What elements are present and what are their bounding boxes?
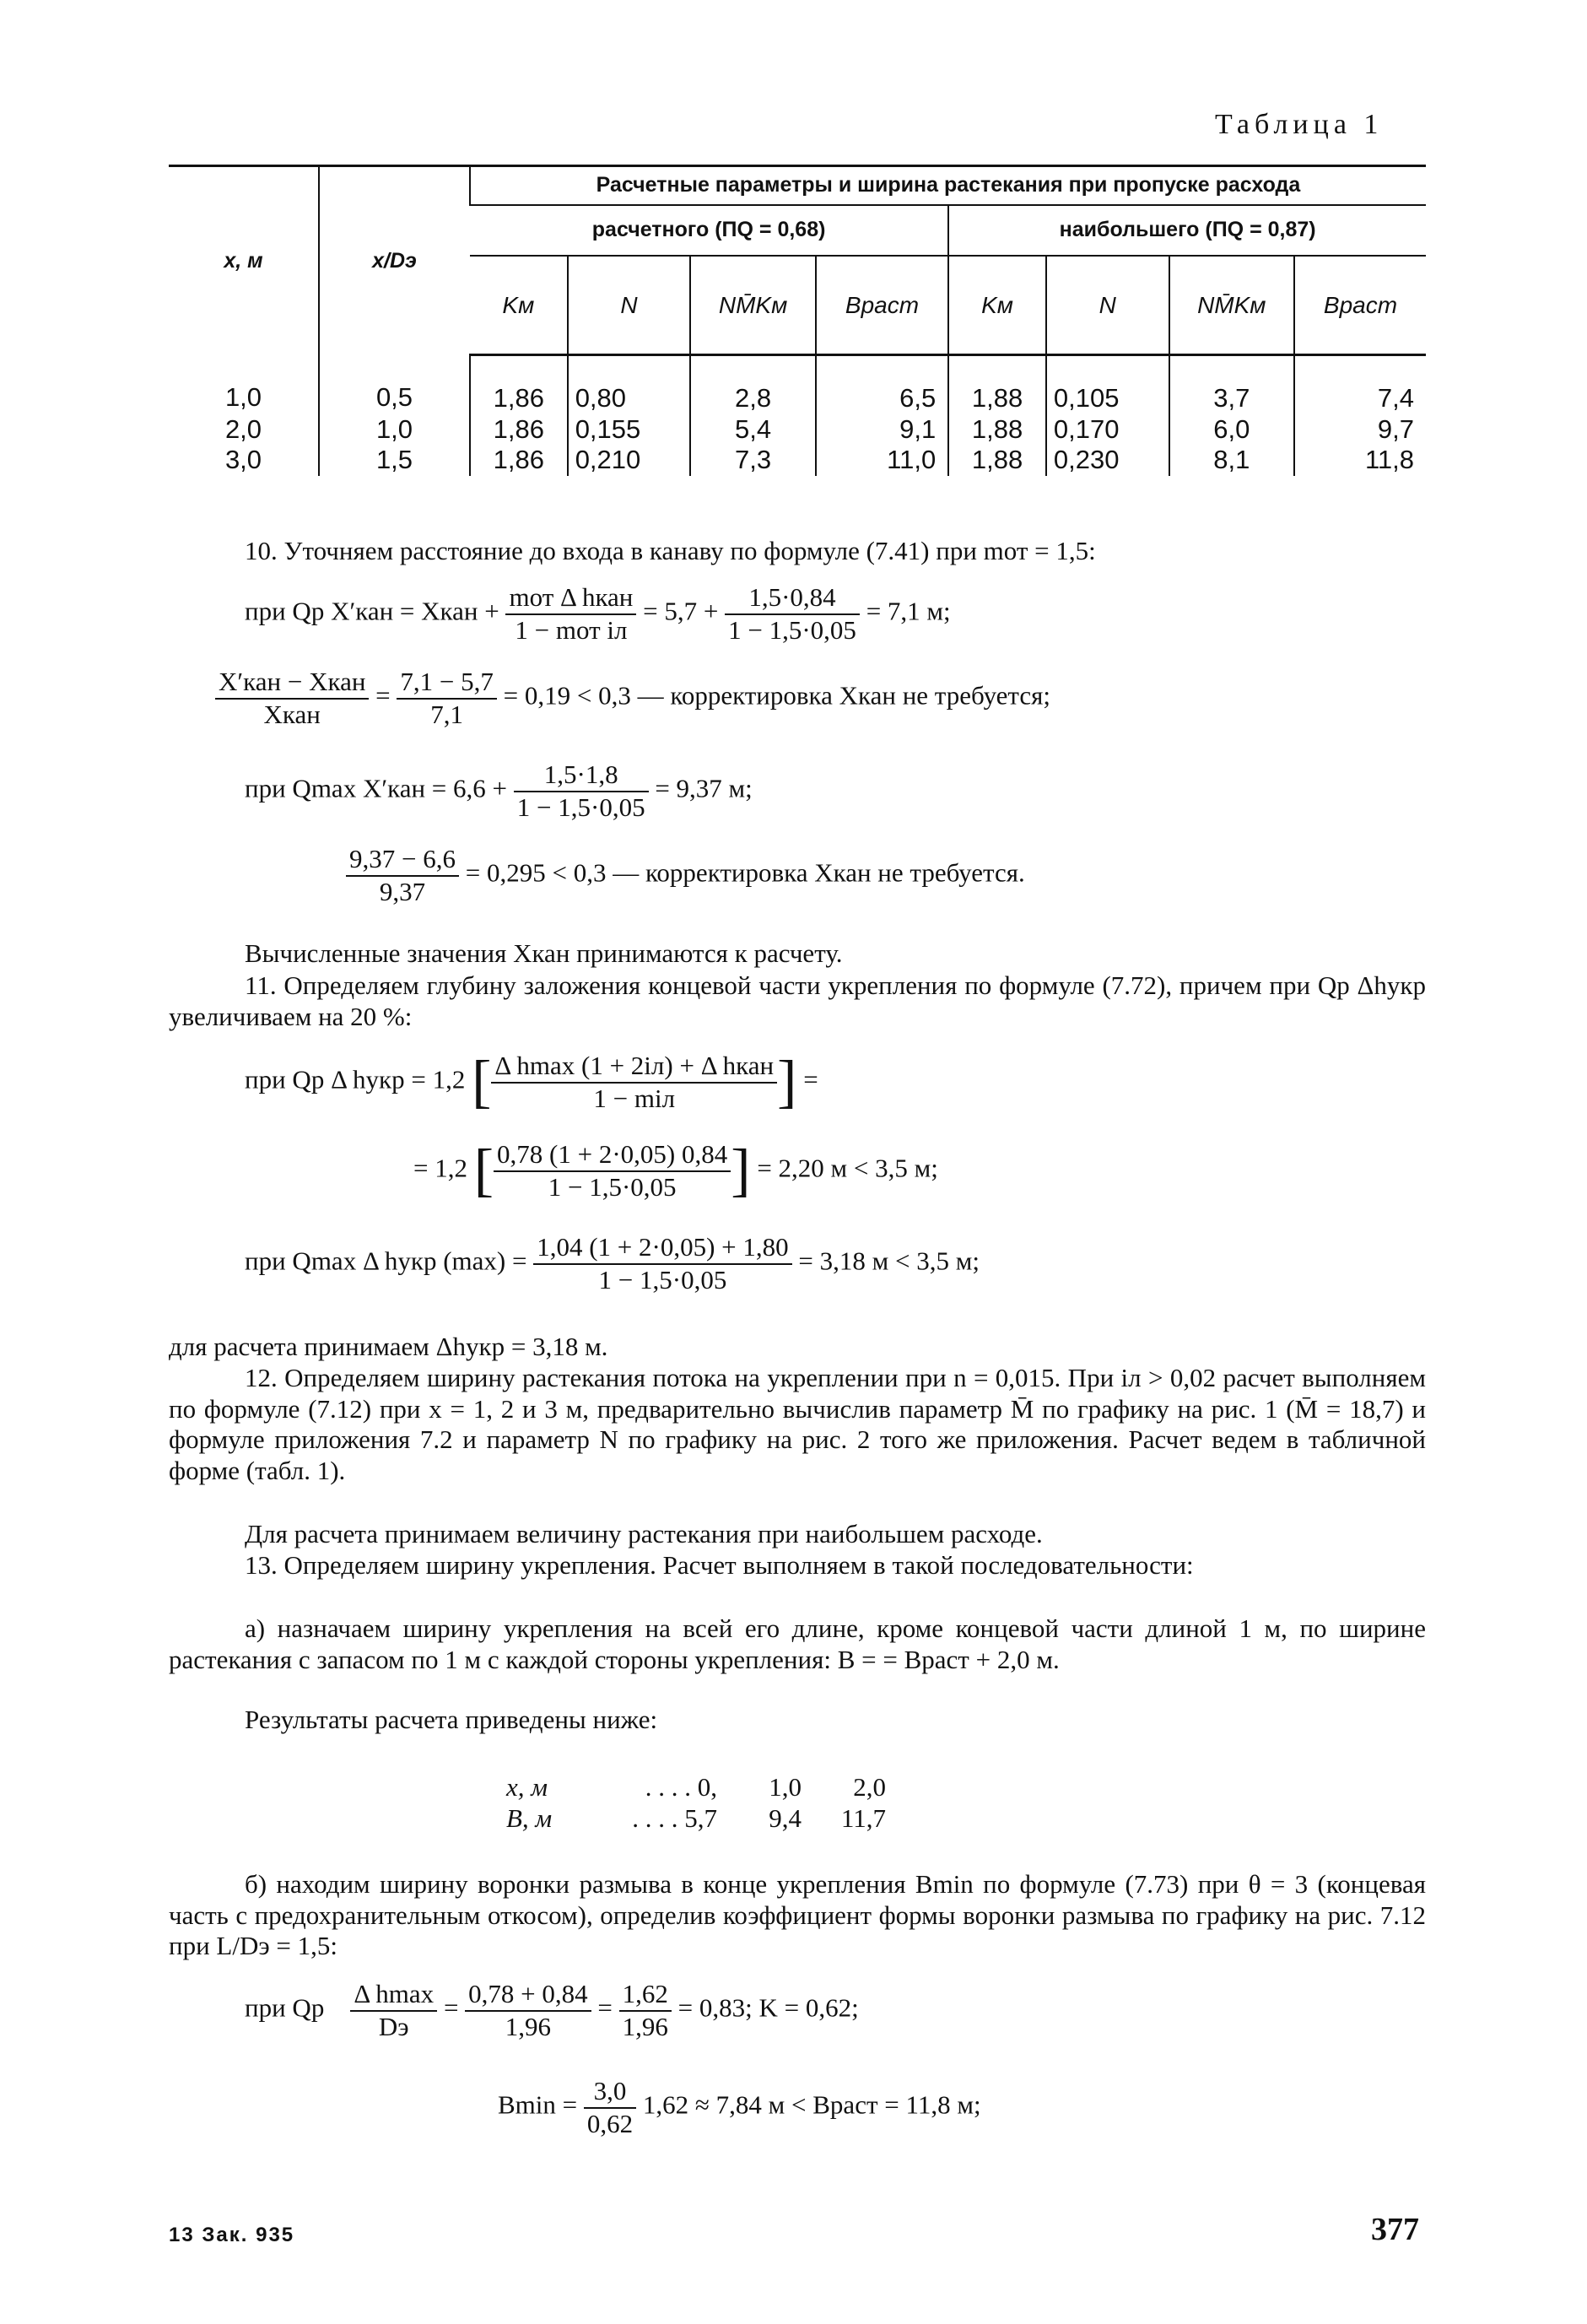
results-value: 2,0 [853,1772,886,1802]
formula-prefix: = 1,2 [413,1153,467,1183]
denominator: Dэ [378,2011,409,2041]
results-value: 11,7 [840,1802,886,1833]
formula-text: = [375,680,391,711]
formula-text: = 0,83; K = 0,62; [677,1992,859,2023]
fraction [494,1139,731,1203]
numerator: X′кан − Xкан [215,667,369,700]
header-nmk-1: NM̄Kм [690,256,815,355]
formula-bmin [498,2076,981,2139]
cell-x: 2,0 [224,413,262,444]
formula-text: = [443,1992,459,2023]
fraction [397,667,496,730]
paragraph-12: 12. Определяем ширину растекания потока на укреплении при n = 0,015. При iл > 0,02 расчет выполняем по формуле (7.12) при x = 1, 2 и 3 м, предварительно вычислив параметр M̄ по графику на рис. 1 (M̄ = 18,7) и формуле приложения 7.2 и параметр N по графику на рис. 2 того же приложения. Расчет ведем в табличной форме (табл. 1). [169,1363,1426,1485]
formula-ratio-1 [215,667,1050,730]
formula-text: = [803,1064,818,1094]
numerator: 3,0 [584,2076,636,2109]
cell-km1: 1,86 [470,355,568,414]
numerator: 1,5·1,8 [514,759,649,792]
numerator: 1,5·0,84 [725,582,860,615]
fraction [619,1979,672,2042]
bracket-right: ] [731,1138,751,1203]
header-brast-1: Bраст [816,256,948,355]
cell-km2: 1,88 [948,445,1046,476]
cell-n2: 0,105 [1046,355,1169,414]
numerator: 7,1 − 5,7 [397,667,496,700]
denominator: 1 − 1,5·0,05 [516,792,645,822]
denominator: 1 − miл [593,1083,676,1113]
cell-b2: 11,8 [1294,445,1426,476]
fraction [533,1232,791,1295]
denominator: 0,62 [586,2108,634,2138]
formula-text: = 9,37 м; [655,773,753,803]
formula-prefix: при Qmax Δ hукр (max) = [245,1246,527,1276]
formula-text: = [597,1992,613,2023]
cell-km1: 1,86 [470,445,568,476]
table-row [169,414,1426,446]
fraction [725,582,860,646]
formula-prefix: Bmin = [498,2089,578,2120]
denominator: 7,1 [430,699,464,729]
col-header-x: x, м [169,166,319,355]
numerator: 0,78 (1 + 2·0,05) 0,84 [494,1139,731,1172]
denominator: 1 − mот iл [515,614,628,645]
cell-xd: 0,5 [319,355,470,414]
denominator: 9,37 [379,876,426,906]
results-value: . . . . 5,7 [632,1802,717,1833]
paragraph-13: 13. Определяем ширину укрепления. Расчет выполняем в такой последовательности: [245,1550,1194,1580]
denominator: 1 − 1,5·0,05 [598,1264,727,1294]
cell-km2: 1,88 [948,355,1046,414]
formula-prefix: при Qр X′кан = Xкан + [245,596,499,626]
formula-prefix: при Qmax X′кан = 6,6 + [245,773,508,803]
formula-text: = 5,7 + [643,596,719,626]
cell-n1: 0,155 [568,414,691,446]
cell-nmk1: 7,3 [690,445,815,476]
header-km-2: Kм [948,256,1046,355]
fraction [505,582,636,646]
results-value: 1,0 [769,1772,802,1802]
header-brast-2: Bраст [1294,256,1426,355]
denominator: 1 − 1,5·0,05 [548,1171,677,1202]
cell-x: 3,0 [224,445,262,475]
cell-nmk2: 8,1 [1169,445,1294,476]
cell-nmk1: 2,8 [690,355,815,414]
numerator: Δ hmax [350,1979,437,2012]
cell-xd: 1,5 [319,445,470,476]
footer-order: 13 Зак. 935 [169,2224,295,2246]
fraction [514,759,649,823]
cell-km2: 1,88 [948,414,1046,446]
cell-nmk2: 3,7 [1169,355,1294,414]
paragraph-11: 11. Определяем глубину заложения концевой части укрепления по формуле (7.72), причем при Qр Δhукр увеличиваем на 20 %: [169,970,1426,1031]
results-value: . . . . 0, [645,1772,717,1802]
formula-ratio-2 [346,844,1025,907]
cell-nmk1: 5,4 [690,414,815,446]
group-header: Расчетные параметры и ширина растекания при пропуске расхода [470,166,1426,206]
paragraph-13b: б) находим ширину воронки размыва в конце укрепления Bmin по формуле (7.73) при θ = 3 (концевая часть с предохранительным откосом), определив коэффициент формы воронки размыва по графику на рис. 7.12 при L/Dэ = 1,5: [169,1869,1426,1961]
cell-n2: 0,230 [1046,445,1169,476]
results-list [506,1772,886,1834]
bracket-left: [ [472,1049,492,1115]
formula-text: 1,62 ≈ 7,84 м < Bраст = 11,8 м; [642,2089,981,2120]
formula-text: = 2,20 м < 3,5 м; [757,1153,938,1183]
formula-xkan-qmax [245,759,753,823]
cell-b1: 9,1 [816,414,948,446]
numerator: 1,62 [619,1979,672,2012]
formula-text: = 7,1 м; [866,596,951,626]
numerator: mот Δ hкан [505,582,636,615]
formula-dhukr-qp [245,1051,818,1114]
paragraph-13a: а) назначаем ширину укрепления на всей его длине, кроме концевой части длиной 1 м, по ширине растекания с запасом по 1 м с каждой стороны укрепления: B = = Bраст + 2,0 м. [169,1613,1426,1674]
results-value: 9,4 [769,1802,802,1833]
formula-ratio-dh [245,1979,859,2042]
numerator: 0,78 + 0,84 [465,1979,591,2012]
cell-b1: 6,5 [816,355,948,414]
fraction [584,2076,636,2139]
page-number: 377 [1371,2212,1419,2247]
cell-x: 1,0 [224,381,262,412]
subheader-max: наибольшего (ПQ = 0,87) [948,205,1426,256]
calculation-table [169,165,1426,476]
table-row [169,355,1426,414]
denominator: 1,96 [505,2011,552,2041]
cell-n1: 0,210 [568,445,691,476]
subheader-calc: расчетного (ПQ = 0,68) [470,205,948,256]
results-label: x, м [506,1772,548,1802]
results-row-x [506,1772,886,1803]
header-n-1: N [568,256,691,355]
header-km-1: Kм [470,256,568,355]
numerator: Δ hmax (1 + 2iл) + Δ hкан [491,1051,777,1084]
cell-b2: 9,7 [1294,414,1426,446]
bracket-right: ] [777,1049,797,1115]
fraction [215,667,369,730]
paragraph-max-flow: Для расчета принимаем величину растекания при наибольшем расходе. [245,1519,1043,1548]
formula-prefix: при Qр Δ hукр = 1,2 [245,1064,466,1094]
formula-dhukr-qp-values [413,1139,938,1203]
denominator: 1 − 1,5·0,05 [728,614,856,645]
header-n-2: N [1046,256,1169,355]
cell-n2: 0,170 [1046,414,1169,446]
paragraph-10: 10. Уточняем расстояние до входа в канаву по формуле (7.41) при mот = 1,5: [245,536,1096,565]
paragraph-take: для расчета принимаем Δhукр = 3,18 м. [169,1332,608,1361]
formula-xkan-qp [245,582,951,646]
formula-prefix: при Qр [245,1992,325,2023]
cell-xd: 1,0 [319,414,470,446]
cell-km1: 1,86 [470,414,568,446]
fraction [346,844,459,907]
numerator: 9,37 − 6,6 [346,844,459,877]
table-label: Таблица 1 [1215,109,1384,140]
formula-text: = 3,18 м < 3,5 м; [798,1246,980,1276]
formula-text: = 0,295 < 0,3 — корректировка Xкан не требуется. [465,857,1025,888]
table-row [169,445,1426,476]
paragraph-accepted: Вычисленные значения Xкан принимаются к расчету. [245,938,843,968]
paragraph-results: Результаты расчета приведены ниже: [245,1705,658,1734]
numerator: 1,04 (1 + 2·0,05) + 1,80 [533,1232,791,1265]
fraction [350,1979,437,2042]
results-label: B, м [506,1802,553,1833]
col-header-xd: x/Dэ [319,166,470,355]
formula-text: = 0,19 < 0,3 — корректировка Xкан не требуется; [503,680,1050,711]
cell-n1: 0,80 [568,355,691,414]
results-row-b [506,1803,886,1835]
denominator: 1,96 [622,2011,668,2041]
denominator: Xкан [263,699,321,729]
fraction [491,1051,777,1114]
cell-nmk2: 6,0 [1169,414,1294,446]
formula-dhukr-qmax [245,1232,980,1295]
header-nmk-2: NM̄Kм [1169,256,1294,355]
bracket-left: [ [473,1138,494,1203]
cell-b2: 7,4 [1294,355,1426,414]
cell-b1: 11,0 [816,445,948,476]
fraction [465,1979,591,2042]
